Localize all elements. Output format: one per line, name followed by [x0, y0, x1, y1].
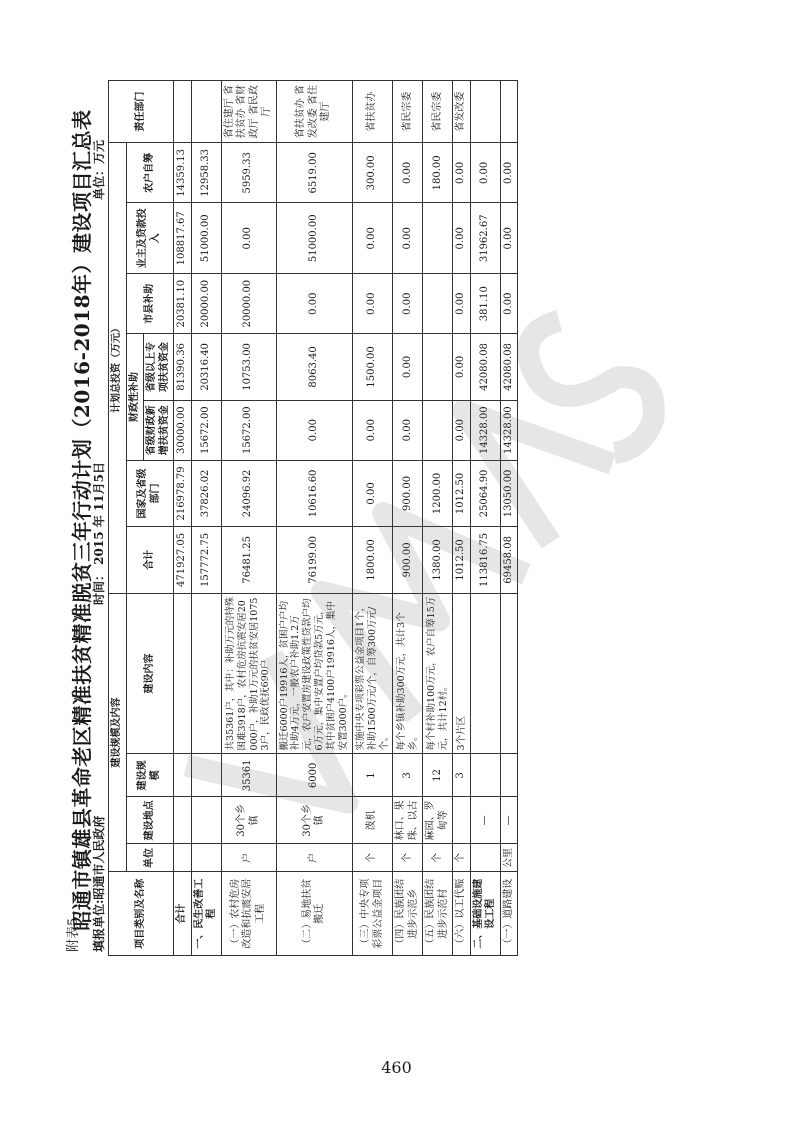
cell-location: — — [500, 797, 518, 844]
cell-prov-new: 15672.00 — [191, 400, 221, 460]
table-row — [423, 81, 453, 956]
cell-dept: 省民宗委 — [393, 81, 423, 143]
table-row — [191, 81, 221, 956]
cell-content: 搬迁6000户19916人，贫困户户均补助4万元，一般农户补助1.2万元，农户安置房建设政策性贷款户均6万元，集中安置户均贷款5万元，其中贫困户4100户19916人，集中安置3000户。 — [276, 593, 352, 754]
cell-scale: 35361 — [221, 754, 276, 797]
cell-scale — [470, 754, 500, 797]
page-number: 460 — [381, 1058, 412, 1077]
cell-owner-loan: 51000.00 — [276, 203, 352, 274]
cell-dept — [191, 81, 221, 143]
table-body — [174, 81, 518, 956]
cell-scale: 3 — [453, 754, 471, 797]
cell-total: 157772.75 — [191, 527, 221, 593]
cell-project-name: （四）民族团结进步示范乡 — [393, 872, 423, 956]
cell-total: 1012.50 — [453, 527, 471, 593]
cell-prov-new: 0.00 — [453, 400, 471, 460]
project-summary-table — [108, 80, 518, 956]
cell-national: 1012.50 — [453, 460, 471, 526]
cell-farmer: 0.00 — [393, 143, 423, 203]
header-location: 建设地点 — [126, 797, 174, 844]
cell-project-name: （一）道路建设 — [500, 872, 518, 956]
cell-prov-new: 0.00 — [276, 400, 352, 460]
cell-city: 20000.00 — [191, 274, 221, 334]
table-row — [453, 81, 471, 956]
table-row — [393, 81, 423, 956]
cell-scale: 1 — [352, 754, 393, 797]
cell-total: 69458.08 — [500, 527, 518, 593]
cell-city: 0.00 — [453, 274, 471, 334]
cell-dept — [470, 81, 500, 143]
cell-prov-above: 81390.36 — [174, 334, 192, 400]
cell-prov-above — [423, 334, 453, 400]
cell-prov-new: 15672.00 — [221, 400, 276, 460]
cell-city: 0.00 — [276, 274, 352, 334]
cell-national: 24096.92 — [221, 460, 276, 526]
header-invest-group: 计划总投资（万元） — [109, 143, 127, 593]
cell-dept: 省民宗委 — [423, 81, 453, 143]
cell-farmer: 5959.33 — [221, 143, 276, 203]
header-owner-loan: 业主及贷款投入 — [126, 203, 174, 274]
cell-prov-new — [423, 400, 453, 460]
cell-location: 泼机 — [352, 797, 393, 844]
cell-total: 76199.00 — [276, 527, 352, 593]
cell-dept: 省发改委 — [453, 81, 471, 143]
cell-prov-above: 20316.40 — [191, 334, 221, 400]
cell-prov-above: 1500.00 — [352, 334, 393, 400]
cell-farmer: 12958.33 — [191, 143, 221, 203]
cell-unit: 个 — [423, 844, 453, 872]
cell-total: 1380.00 — [423, 527, 453, 593]
cell-project-name: （五）民族团结进步示范村 — [423, 872, 453, 956]
cell-content — [191, 593, 221, 754]
cell-content — [174, 593, 192, 754]
cell-owner-loan — [423, 203, 453, 274]
unit-label: 单位：万元 — [92, 140, 106, 201]
cell-national: 900.00 — [393, 460, 423, 526]
cell-unit — [470, 844, 500, 872]
cell-city: 20381.10 — [174, 274, 192, 334]
header-project: 项目类别及名称 — [109, 872, 174, 956]
cell-unit: 个 — [453, 844, 471, 872]
cell-city — [423, 274, 453, 334]
cell-location: — — [470, 797, 500, 844]
cell-total: 471927.05 — [174, 527, 192, 593]
cell-national: 13050.00 — [500, 460, 518, 526]
cell-prov-above: 0.00 — [453, 334, 471, 400]
header-dept: 责任部门 — [109, 81, 174, 143]
cell-dept: 省扶贫办 省发改委 省住建厅 — [276, 81, 352, 143]
rotated-table-sheet — [56, 80, 736, 960]
cell-owner-loan: 51000.00 — [191, 203, 221, 274]
cell-farmer: 300.00 — [352, 143, 393, 203]
cell-location — [191, 797, 221, 844]
cell-unit: 公里 — [500, 844, 518, 872]
cell-dept — [174, 81, 192, 143]
cell-project-name: （三）中央专项彩票公益金项目 — [352, 872, 393, 956]
cell-unit: 户 — [221, 844, 276, 872]
cell-owner-loan: 31962.67 — [470, 203, 500, 274]
cell-prov-above: 0.00 — [393, 334, 423, 400]
table-row — [276, 81, 352, 956]
cell-unit: 户 — [276, 844, 352, 872]
cell-national: 216978.79 — [174, 460, 192, 526]
table-row — [174, 81, 192, 956]
header-total: 合计 — [126, 527, 174, 593]
cell-content: 3个片区 — [453, 593, 471, 754]
cell-city: 0.00 — [393, 274, 423, 334]
cell-owner-loan: 0.00 — [352, 203, 393, 274]
cell-owner-loan: 108817.67 — [174, 203, 192, 274]
table-row — [221, 81, 276, 956]
cell-project-name: 合计 — [174, 872, 192, 956]
cell-dept: 省扶贫办 — [352, 81, 393, 143]
cell-prov-above: 10753.00 — [221, 334, 276, 400]
cell-prov-above: 42080.08 — [500, 334, 518, 400]
cell-content — [470, 593, 500, 754]
cell-owner-loan: 0.00 — [221, 203, 276, 274]
cell-owner-loan: 0.00 — [393, 203, 423, 274]
cell-city: 20000.00 — [221, 274, 276, 334]
cell-location: 麻园、罗甸等 — [423, 797, 453, 844]
cell-location: 30个乡镇 — [221, 797, 276, 844]
cell-content — [500, 593, 518, 754]
cell-national: 0.00 — [352, 460, 393, 526]
cell-unit: 个 — [393, 844, 423, 872]
cell-unit — [191, 844, 221, 872]
cell-farmer: 0.00 — [453, 143, 471, 203]
report-date: 时间： 2015 年 11月5日 — [92, 462, 106, 605]
cell-content: 每个村补助100万元，农户自筹15万元，共计12村。 — [423, 593, 453, 754]
cell-project-name: （一）农村危房改造和抗震安居工程 — [221, 872, 276, 956]
cell-content: 每个乡镇补助300万元，共计3个乡。 — [393, 593, 423, 754]
cell-city: 381.10 — [470, 274, 500, 334]
table-row — [470, 81, 500, 956]
cell-scale — [191, 754, 221, 797]
cell-location — [174, 797, 192, 844]
cell-farmer: 14359.13 — [174, 143, 192, 203]
cell-prov-new: 14328.00 — [500, 400, 518, 460]
cell-project-name: 二、基础设施建设工程 — [470, 872, 500, 956]
cell-location: 30个乡镇 — [276, 797, 352, 844]
cell-location: 林口、果珠、以古 — [393, 797, 423, 844]
header-prov-new: 省级财政新增扶贫资金 — [144, 400, 174, 460]
cell-owner-loan: 0.00 — [453, 203, 471, 274]
cell-prov-above: 8063.40 — [276, 334, 352, 400]
cell-prov-new: 0.00 — [352, 400, 393, 460]
cell-national: 25064.90 — [470, 460, 500, 526]
header-scale: 建设规模 — [126, 754, 174, 797]
cell-city: 0.00 — [500, 274, 518, 334]
cell-dept: 省住建厅 省扶贫办 省财政厅 省民政厅 — [221, 81, 276, 143]
cell-project-name: （六）以工代赈 — [453, 872, 471, 956]
header-national: 国家及省级部门 — [126, 460, 174, 526]
cell-scale — [174, 754, 192, 797]
cell-farmer: 0.00 — [500, 143, 518, 203]
cell-national: 1200.00 — [423, 460, 453, 526]
cell-national: 37826.02 — [191, 460, 221, 526]
header-fiscal-group: 财政性补助 — [126, 334, 144, 461]
document-title: 昭通市镇雄县革命老区精准扶贫精准脱贫三年行动计划（2016-2018年）建设项目汇总表 — [70, 109, 94, 931]
cell-national: 10616.60 — [276, 460, 352, 526]
cell-farmer: 180.00 — [423, 143, 453, 203]
header-farmer: 农户自筹 — [126, 143, 174, 203]
filing-unit: 填报单位:昭通市人民政府 — [92, 815, 106, 952]
cell-total: 113816.75 — [470, 527, 500, 593]
cell-prov-above: 42080.08 — [470, 334, 500, 400]
cell-scale: 3 — [393, 754, 423, 797]
header-unit: 单位 — [126, 844, 174, 872]
cell-location — [453, 797, 471, 844]
header-city: 市县补助 — [126, 274, 174, 334]
cell-unit: 个 — [352, 844, 393, 872]
header-prov-above: 省级以上专项扶贫资金 — [144, 334, 174, 400]
cell-total: 1800.00 — [352, 527, 393, 593]
cell-prov-new: 14328.00 — [470, 400, 500, 460]
cell-prov-new: 0.00 — [393, 400, 423, 460]
table-row — [500, 81, 518, 956]
cell-owner-loan: 0.00 — [500, 203, 518, 274]
cell-unit — [174, 844, 192, 872]
header-scale-group: 建设规模及内容 — [109, 593, 127, 872]
cell-scale: 12 — [423, 754, 453, 797]
cell-content: 实施中央专项彩票公益金项目1个，补助1500万元/个，自筹300万元/个。 — [352, 593, 393, 754]
cell-project-name: （二）易地扶贫搬迁 — [276, 872, 352, 956]
cell-prov-new: 30000.00 — [174, 400, 192, 460]
cell-farmer: 6519.00 — [276, 143, 352, 203]
cell-scale: 6000 — [276, 754, 352, 797]
cell-farmer: 0.00 — [470, 143, 500, 203]
table-row — [352, 81, 393, 956]
cell-project-name: 一、民生改善工程 — [191, 872, 221, 956]
header-content: 建设内容 — [126, 593, 174, 754]
cell-scale — [500, 754, 518, 797]
cell-city: 0.00 — [352, 274, 393, 334]
cell-total: 76481.25 — [221, 527, 276, 593]
annex-label: 附表5 — [66, 917, 81, 952]
cell-total: 900.00 — [393, 527, 423, 593]
cell-content: 共35361户，其中：补助万元的特殊困难3918户，农村危房抗震安居20000户，补助1万元的扶贫安居10753户，民政优抚690户 — [221, 593, 276, 754]
cell-dept — [500, 81, 518, 143]
